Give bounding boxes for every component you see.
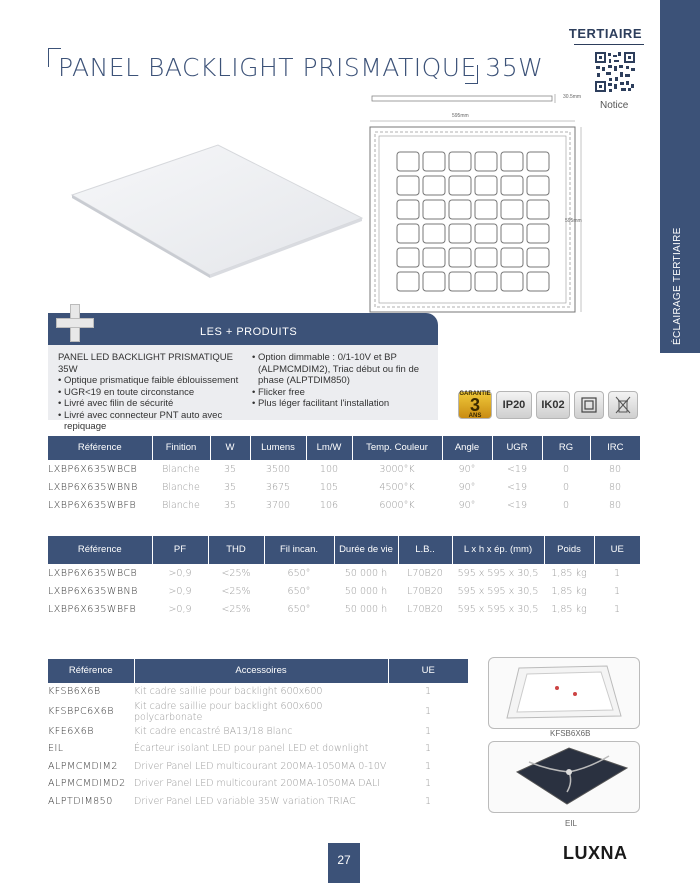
cell: KFE6X6B xyxy=(48,725,95,737)
side-category-label: ÉCLAIRAGE TERTIAIRE xyxy=(672,227,683,345)
cell: 1 xyxy=(424,760,432,772)
cell: 595 x 595 x 30,5 xyxy=(457,603,539,615)
cell: 50 000 h xyxy=(344,603,388,615)
cell: KFSBPC6X6B xyxy=(48,706,114,717)
spec-badges xyxy=(458,389,638,421)
table-row xyxy=(48,600,640,618)
col-header: Accessoires xyxy=(134,659,388,683)
col-header: Lm/W xyxy=(306,436,352,460)
cell: 1,85 kg xyxy=(551,567,587,579)
no-bin-icon xyxy=(608,391,638,419)
cell: Kit cadre encastré BA13/18 Blanc xyxy=(134,725,293,737)
col-header: UE xyxy=(594,536,640,564)
produits-line: • Flicker free xyxy=(252,386,305,398)
produits-line: repiquage xyxy=(64,421,107,432)
col-header: IRC xyxy=(590,436,640,460)
col-header: L.B.. xyxy=(398,536,452,564)
cell: 90° xyxy=(458,499,476,511)
produits-title: LES + PRODUITS xyxy=(200,326,298,338)
table-row xyxy=(48,740,468,758)
height-dimension: 30.5mm xyxy=(563,94,582,100)
cell: >0,9 xyxy=(168,585,192,597)
cell: 106 xyxy=(319,499,339,511)
cell: <19 xyxy=(506,481,528,493)
col-header: UE xyxy=(388,659,468,683)
panel-product-image xyxy=(60,140,370,280)
col-header: W xyxy=(210,436,250,460)
table-row xyxy=(48,478,640,496)
cell: >0,9 xyxy=(168,603,192,615)
page-number: 27 xyxy=(328,843,360,883)
plus-icon xyxy=(56,304,92,340)
cell: 1 xyxy=(613,585,621,597)
cell: 3500 xyxy=(265,463,291,475)
cell: 1 xyxy=(613,567,621,579)
table-header-row xyxy=(48,436,640,460)
table-row xyxy=(48,564,640,582)
produits-line: phase (ALPTDIM850) xyxy=(258,375,350,386)
produits-line: • Optique prismatique faible éblouissement xyxy=(58,375,239,386)
accessory-insulator-image xyxy=(488,741,640,813)
cell: L70B20 xyxy=(407,603,443,615)
produits-line: • Livré avec connecteur PNT auto avec xyxy=(58,409,223,421)
table-row xyxy=(48,582,640,600)
table-header-row xyxy=(48,659,468,683)
category-underline xyxy=(574,44,644,45)
cell: 0 xyxy=(562,481,570,493)
cell: Blanche xyxy=(162,499,200,511)
cell: LXBP6X635WBFB xyxy=(48,499,137,511)
cell: 1 xyxy=(424,778,432,790)
cell: 35 xyxy=(223,463,237,475)
table-row xyxy=(48,460,640,478)
produits-line: • Livré avec filin de sécurité xyxy=(58,398,174,409)
ip-rating-badge: IP20 xyxy=(496,391,532,419)
ik-rating-badge: IK02 xyxy=(536,391,570,419)
cell: 90° xyxy=(458,463,476,475)
cell: LXBP6X635WBCB xyxy=(48,463,138,475)
cell: 1 xyxy=(613,603,621,615)
guarantee-bottom: ANS xyxy=(468,413,482,419)
cell: L70B20 xyxy=(407,585,443,597)
table-row xyxy=(48,683,468,701)
cell: Driver Panel LED multicourant 200MA-1050MA DALI xyxy=(134,778,381,790)
cell: 0 xyxy=(562,463,570,475)
produits-line: PANEL LED BACKLIGHT PRISMATIQUE 35W xyxy=(58,352,233,375)
cell: 3700 xyxy=(265,499,291,511)
cell: LXBP6X635WBFB xyxy=(48,603,137,615)
cell: 595 x 595 x 30,5 xyxy=(457,567,539,579)
produits-left-list xyxy=(58,352,248,433)
cell: 1,85 kg xyxy=(551,585,587,597)
cell: 90° xyxy=(458,481,476,493)
cell: Kit cadre saillie pour backlight 600x600 xyxy=(134,686,323,698)
produits-line: • Option dimmable : 0/1-10V et BP xyxy=(252,352,397,363)
side-view-drawing xyxy=(370,90,570,108)
table-header-row xyxy=(48,536,640,564)
cell: 650° xyxy=(287,585,311,597)
produits-line: • Plus léger facilitant l'installation xyxy=(252,398,390,409)
col-header: Référence xyxy=(48,436,152,460)
cell: EIL xyxy=(48,743,64,755)
col-header: Lumens xyxy=(250,436,306,460)
cell: Écarteur isolant LED pour panel LED et downlight xyxy=(134,743,369,755)
cell: 50 000 h xyxy=(344,585,388,597)
guarantee-badge xyxy=(458,391,492,419)
col-header: PF xyxy=(152,536,208,564)
specs-table-2 xyxy=(48,536,640,618)
cell: 100 xyxy=(319,463,339,475)
cell: <25% xyxy=(221,585,251,597)
cell: <19 xyxy=(506,463,528,475)
cell: 35 xyxy=(223,481,237,493)
col-header: Fil incan. xyxy=(264,536,334,564)
cell: 80 xyxy=(608,481,622,493)
qr-code-icon[interactable] xyxy=(594,48,636,96)
cell: Driver Panel LED multicourant 200MA-1050MA 0-10V xyxy=(134,760,387,772)
col-header: Angle xyxy=(442,436,492,460)
cell: Kit cadre saillie pour backlight 600x600 polycarbonate xyxy=(134,700,323,723)
col-header: Référence xyxy=(48,659,134,683)
cell: 1,85 kg xyxy=(551,603,587,615)
cell: 595 x 595 x 30,5 xyxy=(457,585,539,597)
cell: ALPMCMDIMD2 xyxy=(48,778,126,790)
cell: LXBP6X635WBCB xyxy=(48,567,138,579)
cell: 1 xyxy=(424,743,432,755)
cell: <25% xyxy=(221,567,251,579)
guarantee-years: 3 xyxy=(469,395,480,415)
title-frame xyxy=(48,48,544,84)
table-row xyxy=(48,723,468,741)
col-header: RG xyxy=(542,436,590,460)
category-label: TERTIAIRE xyxy=(568,26,642,41)
produits-line: (ALPMCMDIM2), Triac début ou fin de xyxy=(258,363,420,375)
cell: Blanche xyxy=(162,481,200,493)
cell: LXBP6X635WBNB xyxy=(48,481,138,493)
col-header: Référence xyxy=(48,536,152,564)
cell: 1 xyxy=(424,686,432,698)
col-header: Durée de vie xyxy=(334,536,398,564)
brand-logo: LUXNA xyxy=(563,843,628,863)
depth-dimension: 595mm xyxy=(565,218,582,224)
cell: 3000°K xyxy=(379,463,415,475)
table-row xyxy=(48,496,640,514)
cell: <25% xyxy=(221,603,251,615)
table-row xyxy=(48,701,468,723)
accessories-table xyxy=(48,659,468,810)
accessory-frame-image xyxy=(488,657,640,729)
guarantee-top: GARANTIE xyxy=(459,391,491,397)
cell: L70B20 xyxy=(407,567,443,579)
cell: 80 xyxy=(608,463,622,475)
width-dimension: 595mm xyxy=(452,113,469,119)
col-header: L x h x ép. (mm) xyxy=(452,536,544,564)
cell: 650° xyxy=(287,603,311,615)
accessory-caption: KFSB6X6B xyxy=(550,729,591,738)
cell: 35 xyxy=(223,499,237,511)
table-row xyxy=(48,775,468,793)
table-row xyxy=(48,758,468,776)
page-title: PANEL BACKLIGHT PRISMATIQUE 35W xyxy=(58,53,544,82)
accessory-caption: EIL xyxy=(565,819,578,828)
cell: 1 xyxy=(424,795,432,807)
col-header: THD xyxy=(208,536,264,564)
cell: 3675 xyxy=(265,481,291,493)
cell: KFSB6X6B xyxy=(48,686,101,698)
top-view-drawing xyxy=(365,112,590,317)
produits-right-list xyxy=(252,352,432,410)
cell: 0 xyxy=(562,499,570,511)
produits-line: • UGR<19 en toute circonstance xyxy=(58,386,195,398)
cell: 6000°K xyxy=(379,499,415,511)
cell: >0,9 xyxy=(168,567,192,579)
cell: Driver Panel LED variable 35W variation TRIAC xyxy=(134,795,356,807)
table-row xyxy=(48,793,468,811)
notice-label: Notice xyxy=(600,100,629,111)
cell: ALPTDIM850 xyxy=(48,795,113,807)
cell: 80 xyxy=(608,499,622,511)
cell: 650° xyxy=(287,567,311,579)
cell: 105 xyxy=(319,481,339,493)
col-header: UGR xyxy=(492,436,542,460)
class-ii-icon xyxy=(574,391,604,419)
cell: 50 000 h xyxy=(344,567,388,579)
col-header: Temp. Couleur xyxy=(352,436,442,460)
cell: 1 xyxy=(424,725,432,737)
cell: <19 xyxy=(506,499,528,511)
col-header: Finition xyxy=(152,436,210,460)
cell: ALPMCMDIM2 xyxy=(48,760,118,772)
cell: Blanche xyxy=(162,463,200,475)
col-header: Poids xyxy=(544,536,594,564)
cell: LXBP6X635WBNB xyxy=(48,585,138,597)
specs-table-1 xyxy=(48,436,640,514)
cell: 1 xyxy=(424,706,432,717)
cell: 4500°K xyxy=(379,481,415,493)
